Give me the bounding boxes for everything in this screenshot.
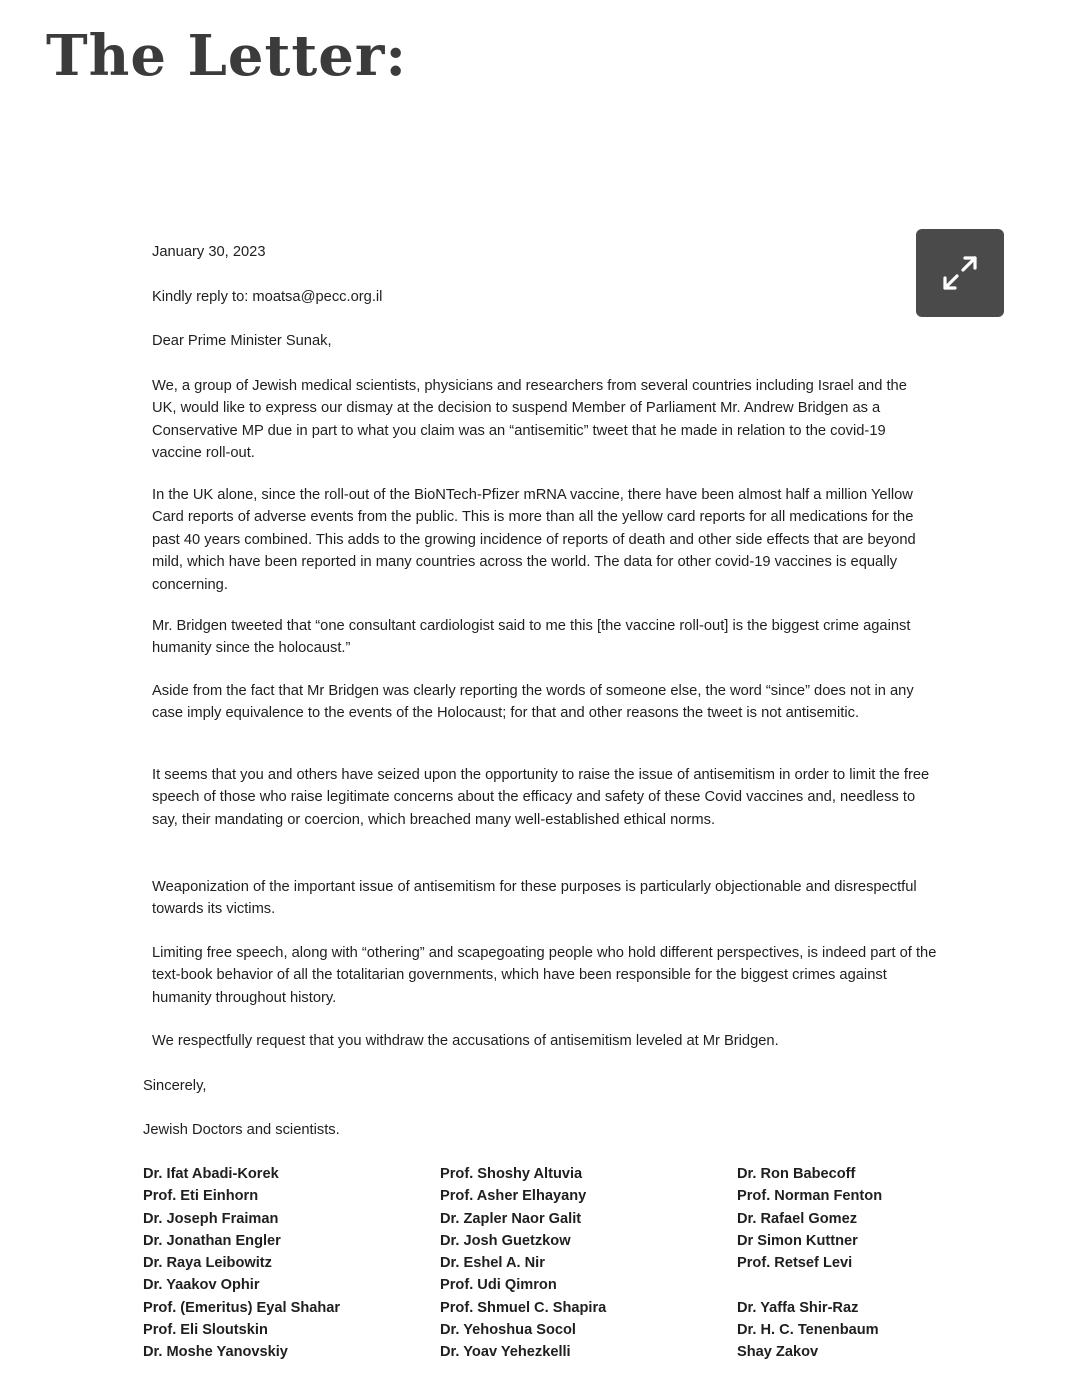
signatory: Dr. Eshel A. Nir bbox=[440, 1255, 545, 1272]
signatory: Dr. Yehoshua Socol bbox=[440, 1322, 576, 1339]
signatory: Dr. Jonathan Engler bbox=[143, 1232, 281, 1249]
letter-paragraph: It seems that you and others have seized upon the opportunity to raise the issue of antisemitism in order to limit the free speech of those who raise legitimate concerns about the efficacy and safety of these Covid vaccines and, needless to say, their mandating or coercion, which breached many well-established ethical norms. bbox=[152, 767, 930, 828]
letter-paragraph: Limiting free speech, along with “othering” and scapegoating people who hold different perspectives, is indeed part of the text-book behavior of all the totalitarian governments, which have been responsible for the biggest crimes against humanity throughout history. bbox=[152, 945, 937, 1006]
signatories-column-3 bbox=[737, 1163, 882, 1364]
letter-paragraph: Mr. Bridgen tweeted that “one consultant cardiologist said to me this [the vaccine roll-out] is the biggest crime against humanity since the holocaust.” bbox=[152, 618, 911, 657]
signatory: Prof. Asher Elhayany bbox=[440, 1188, 587, 1205]
signatory: Dr. Yaffa Shir-Raz bbox=[737, 1299, 859, 1316]
signatory: Dr. Yoav Yehezkelli bbox=[440, 1344, 571, 1361]
signatory: Dr. Yaakov Ophir bbox=[143, 1277, 260, 1294]
expand-image-button[interactable] bbox=[916, 229, 1004, 317]
signatory: Dr. Ifat Abadi-Korek bbox=[143, 1166, 279, 1182]
page-title: The Letter: bbox=[46, 23, 408, 89]
signatory: Prof. Retsef Levi bbox=[737, 1255, 853, 1272]
letter-salutation: Dear Prime Minister Sunak, bbox=[152, 333, 332, 349]
signatory: Prof. Eli Sloutskin bbox=[143, 1322, 268, 1339]
letter-paragraph: We respectfully request that you withdraw the accusations of antisemitism leveled at Mr Bridgen. bbox=[152, 1033, 779, 1049]
signatory: Prof. (Emeritus) Eyal Shahar bbox=[143, 1299, 341, 1316]
signatory: Prof. Udi Qimron bbox=[440, 1277, 557, 1294]
signatory: Dr Simon Kuttner bbox=[737, 1232, 858, 1249]
letter-paragraph: We, a group of Jewish medical scientists, physicians and researchers from several countries including Israel and the UK, would like to express our dismay at the decision to suspend Member of Parliament Mr. Andrew Bridgen as a Conservative MP due in part to what you claim was an “antisemitic” tweet that he made in relation to the covid-19 vaccine roll-out. bbox=[152, 378, 907, 462]
signatory: Dr. H. C. Tenenbaum bbox=[737, 1322, 879, 1339]
signatory: Dr. Rafael Gomez bbox=[737, 1210, 858, 1227]
letter-paragraph: In the UK alone, since the roll-out of the BioNTech-Pfizer mRNA vaccine, there have been almost half a million Yellow Card reports of adverse events from the public. This is more than all the yellow card reports for all medications for the past 40 years combined. This adds to the growing incidence of reports of death and other side effects that are beyond mild, which have been reported in many countries across the world. The data for other covid-19 vaccines is equally concerning. bbox=[152, 487, 916, 593]
signatory: Dr. Joseph Fraiman bbox=[143, 1210, 279, 1227]
letter-date: January 30, 2023 bbox=[152, 244, 266, 260]
signatory: Shay Zakov bbox=[737, 1344, 819, 1361]
letter-paragraph: Weaponization of the important issue of antisemitism for these purposes is particularly objectionable and disrespectful towards its victims. bbox=[152, 879, 917, 918]
signatory: Prof. Eti Einhorn bbox=[143, 1188, 259, 1205]
letter-reply-to: Kindly reply to: moatsa@pecc.org.il bbox=[152, 289, 383, 305]
signatory: Dr. Moshe Yanovskiy bbox=[143, 1344, 288, 1361]
signatory: Prof. Shoshy Altuvia bbox=[440, 1166, 583, 1182]
signatory: Prof. Norman Fenton bbox=[737, 1188, 883, 1205]
signatory: Dr. Ron Babecoff bbox=[737, 1166, 856, 1182]
letter-closing: Sincerely, bbox=[143, 1078, 207, 1094]
expand-icon bbox=[938, 251, 982, 295]
signatory: Prof. Shmuel C. Shapira bbox=[440, 1299, 607, 1316]
letter-paragraph: Aside from the fact that Mr Bridgen was clearly reporting the words of someone else, the word “since” does not in any case imply equivalence to the events of the Holocaust; for that and other reasons the tweet is not antisemitic. bbox=[152, 683, 914, 722]
signatory: Dr. Josh Guetzkow bbox=[440, 1232, 571, 1249]
signatory: Dr. Zapler Naor Galit bbox=[440, 1210, 582, 1227]
signatories-column-1 bbox=[143, 1163, 340, 1364]
letter-signoff: Jewish Doctors and scientists. bbox=[143, 1122, 340, 1138]
signatories-column-2 bbox=[440, 1163, 606, 1364]
signatory: Dr. Raya Leibowitz bbox=[143, 1255, 272, 1272]
signatory bbox=[737, 1274, 882, 1296]
